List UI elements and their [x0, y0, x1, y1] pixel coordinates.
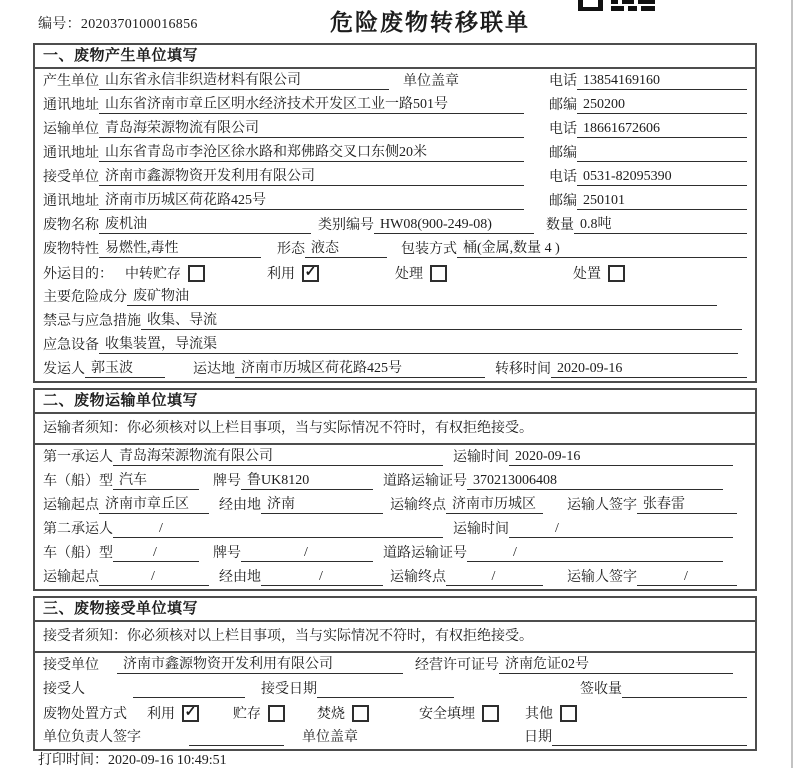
- zip-label: 邮编: [549, 194, 577, 209]
- row-responsible-sign: [35, 725, 755, 749]
- route-end-label: 运输终点: [390, 498, 446, 513]
- page-edge-line: [791, 0, 793, 768]
- producer-zip-value: 250200: [577, 97, 747, 114]
- row-disposal-method: [35, 701, 755, 725]
- receiver-unit-label: 接受单位: [43, 170, 99, 185]
- section-receiver-title: 三、废物接受单位填写: [35, 598, 755, 622]
- purpose-option: [395, 263, 447, 283]
- checkbox-utilize: [302, 265, 319, 282]
- vehicle-type-label: 车（船）型: [43, 546, 113, 561]
- receiver-address-value: 济南市历城区荷花路425号: [99, 189, 524, 210]
- checkbox-landfill: [482, 705, 499, 722]
- row-receiver-unit: [35, 165, 755, 189]
- checkbox-utilize: [182, 705, 199, 722]
- hazard-value: 废矿物油: [127, 285, 717, 306]
- accept-person-label: 接受人: [43, 682, 85, 697]
- producer-unit-value: 山东省永信非织造材料有限公司: [99, 69, 389, 90]
- section-receiver: [33, 596, 757, 751]
- checkbox-dispose: [608, 265, 625, 282]
- row-accept-person: [35, 677, 755, 701]
- print-time: [38, 749, 227, 768]
- vehicle-type-value: /: [113, 545, 199, 562]
- producer-phone-value: 13854169160: [577, 73, 747, 90]
- road-cert-value: /: [467, 545, 723, 562]
- receiver-zip-value: 250101: [577, 193, 747, 210]
- road-cert-label: 道路运输证号: [383, 546, 467, 561]
- sign-date-value: [552, 745, 747, 746]
- transporter-phone-value: 18661672606: [577, 121, 747, 138]
- accept-unit-label: 接受单位: [43, 658, 99, 673]
- route-via-value: /: [261, 569, 383, 586]
- sign-date-label: 日期: [524, 730, 552, 745]
- waste-name-value: 废机油: [99, 213, 311, 234]
- phone-label: 电话: [549, 122, 577, 137]
- carrier-sign-value: 张春雷: [637, 493, 737, 514]
- road-cert-label: 道路运输证号: [383, 474, 467, 489]
- row-producer-unit: [35, 69, 755, 93]
- section-transport: [33, 388, 757, 591]
- plate-value: /: [241, 545, 373, 562]
- disposal-option: [525, 703, 577, 723]
- receiver-notice: 接受者须知：你必须核对以上栏目事项，当与实际情况不符时，有权拒绝接受。: [35, 622, 755, 653]
- row-route-1: [35, 493, 755, 517]
- route-via-label: 经由地: [219, 498, 261, 513]
- section-producer: [33, 43, 757, 383]
- taboo-value: 收集、导流: [141, 309, 742, 330]
- category-code-value: HW08(900-249-08): [374, 217, 534, 234]
- zip-label: 邮编: [549, 146, 577, 161]
- second-carrier-value: /: [113, 521, 443, 538]
- accept-date-label: 接受日期: [261, 682, 317, 697]
- row-hazard-component: [35, 285, 755, 309]
- first-carrier-value: 青岛海荣源物流有限公司: [113, 445, 443, 466]
- transfer-time-label: 转移时间: [495, 362, 551, 377]
- dispatcher-value: 郭玉波: [85, 357, 165, 378]
- checkbox-store: [268, 705, 285, 722]
- qr-code-icon: [578, 0, 662, 16]
- disposal-option-label: 贮存: [233, 707, 261, 722]
- row-producer-address: [35, 93, 755, 117]
- row-transfer-purpose: [35, 261, 755, 285]
- purpose-label: 外运目的：: [43, 267, 113, 282]
- purpose-option-label: 利用: [267, 267, 295, 282]
- destination-value: 济南市历城区荷花路425号: [235, 357, 485, 378]
- plate-label: 牌号: [213, 546, 241, 561]
- receiver-unit-value: 济南市鑫源物资开发利用有限公司: [99, 165, 524, 186]
- row-waste-property: [35, 237, 755, 261]
- carrier-sign-label: 运输人签字: [567, 570, 637, 585]
- transporter-unit-value: 青岛海荣源物流有限公司: [99, 117, 524, 138]
- quantity-label: 数量: [546, 218, 574, 233]
- transport-time-label: 运输时间: [453, 450, 509, 465]
- transporter-unit-label: 运输单位: [43, 122, 99, 137]
- row-transporter-unit: [35, 117, 755, 141]
- phone-label: 电话: [549, 170, 577, 185]
- disposal-option: [317, 703, 369, 723]
- responsible-sign-value: [189, 745, 284, 746]
- row-first-carrier: [35, 445, 755, 469]
- producer-unit-label: 产生单位: [43, 74, 99, 89]
- hazard-label: 主要危险成分: [43, 290, 127, 305]
- route-start-value: 济南市章丘区: [99, 493, 209, 514]
- transport-time-label: 运输时间: [453, 522, 509, 537]
- transport-time-value: 2020-09-16: [509, 449, 733, 466]
- purpose-option: [267, 263, 319, 283]
- address-label: 通讯地址: [43, 194, 99, 209]
- row-accept-unit: [35, 653, 755, 677]
- address-label: 通讯地址: [43, 146, 99, 161]
- serial-label: 编号：: [38, 17, 81, 32]
- carrier-sign-value: /: [637, 569, 737, 586]
- license-label: 经营许可证号: [415, 658, 499, 673]
- responsible-sign-label: 单位负责人签字: [43, 730, 141, 745]
- transporter-address-value: 山东省青岛市李沧区徐水路和郑佛路交叉口东侧20米: [99, 141, 524, 162]
- purpose-option: [573, 263, 625, 283]
- transporter-zip-value: [577, 161, 747, 162]
- accept-person-value: [133, 697, 245, 698]
- producer-address-value: 山东省济南市章丘区明水经济技术开发区工业一路501号: [99, 93, 524, 114]
- plate-label: 牌号: [213, 474, 241, 489]
- checkbox-storage: [188, 265, 205, 282]
- carrier-sign-label: 运输人签字: [567, 498, 637, 513]
- form-state-label: 形态: [277, 242, 305, 257]
- category-code-label: 类别编号: [318, 218, 374, 233]
- row-taboo-measures: [35, 309, 755, 333]
- phone-label: 电话: [549, 74, 577, 89]
- accept-date-value: [317, 697, 454, 698]
- unit-seal-label: 单位盖章: [403, 74, 459, 89]
- transfer-time-value: 2020-09-16: [551, 361, 747, 378]
- disposal-option-label: 其他: [525, 707, 553, 722]
- section-transport-title: 二、废物运输单位填写: [35, 390, 755, 414]
- disposal-option: [147, 703, 199, 723]
- disposal-label: 废物处置方式: [43, 707, 127, 722]
- second-carrier-label: 第二承运人: [43, 522, 113, 537]
- row-vehicle-2: [35, 541, 755, 565]
- row-second-carrier: [35, 517, 755, 541]
- packing-label: 包装方式: [401, 242, 457, 257]
- first-carrier-label: 第一承运人: [43, 450, 113, 465]
- route-start-label: 运输起点: [43, 498, 99, 513]
- route-end-value: /: [446, 569, 543, 586]
- checkbox-other: [560, 705, 577, 722]
- unit-seal-label: 单位盖章: [302, 730, 358, 745]
- route-end-label: 运输终点: [390, 570, 446, 585]
- print-time-label: 打印时间：: [38, 753, 108, 768]
- purpose-option-label: 处理: [395, 267, 423, 282]
- form-body: [33, 43, 757, 751]
- purpose-option-label: 中转贮存: [125, 267, 181, 282]
- row-transporter-address: [35, 141, 755, 165]
- signed-qty-value: [622, 697, 747, 698]
- transport-time-value: /: [509, 521, 733, 538]
- route-end-value: 济南市历城区: [446, 493, 543, 514]
- destination-label: 运达地: [193, 362, 235, 377]
- plate-value: 鲁UK8120: [241, 469, 373, 490]
- equipment-label: 应急设备: [43, 338, 99, 353]
- row-receiver-address: [35, 189, 755, 213]
- disposal-option-label: 焚烧: [317, 707, 345, 722]
- checkbox-incinerate: [352, 705, 369, 722]
- disposal-option: [419, 703, 499, 723]
- signed-qty-label: 签收量: [580, 682, 622, 697]
- equipment-value: 收集装置，导流渠: [99, 333, 738, 354]
- serial-value: 2020370100016856: [80, 17, 198, 32]
- accept-unit-value: 济南市鑫源物资开发利用有限公司: [117, 653, 403, 674]
- waste-property-label: 废物特性: [43, 242, 99, 257]
- route-start-label: 运输起点: [43, 570, 99, 585]
- address-label: 通讯地址: [43, 98, 99, 113]
- print-time-value: 2020-09-16 10:49:51: [108, 753, 227, 768]
- road-cert-value: 370213006408: [467, 473, 723, 490]
- purpose-option: [125, 263, 205, 283]
- row-route-2: [35, 565, 755, 589]
- zip-label: 邮编: [549, 98, 577, 113]
- license-value: 济南危证02号: [499, 653, 733, 674]
- disposal-option-label: 安全填埋: [419, 707, 475, 722]
- disposal-option-label: 利用: [147, 707, 175, 722]
- waste-name-label: 废物名称: [43, 218, 99, 233]
- route-start-value: /: [99, 569, 209, 586]
- route-via-value: 济南: [261, 493, 383, 514]
- row-vehicle-1: [35, 469, 755, 493]
- dispatcher-label: 发运人: [43, 362, 85, 377]
- route-via-label: 经由地: [219, 570, 261, 585]
- form-state-value: 液态: [305, 237, 387, 258]
- disposal-option: [233, 703, 285, 723]
- taboo-label: 禁忌与应急措施: [43, 314, 141, 329]
- row-waste-name: [35, 213, 755, 237]
- vehicle-type-label: 车（船）型: [43, 474, 113, 489]
- transporter-notice: 运输者须知：你必须核对以上栏目事项，当与实际情况不符时，有权拒绝接受。: [35, 414, 755, 445]
- section-producer-title: 一、废物产生单位填写: [35, 45, 755, 69]
- row-emergency-equipment: [35, 333, 755, 357]
- waste-property-value: 易燃性,毒性: [99, 237, 261, 258]
- page-title: 危险废物转移联单: [330, 10, 530, 35]
- vehicle-type-value: 汽车: [113, 469, 199, 490]
- row-dispatch: [35, 357, 755, 381]
- checkbox-treat: [430, 265, 447, 282]
- quantity-value: 0.8吨: [574, 213, 747, 234]
- receiver-phone-value: 0531-82095390: [577, 169, 747, 186]
- purpose-option-label: 处置: [573, 267, 601, 282]
- packing-value: 桶(金属,数量 4 ): [457, 237, 747, 258]
